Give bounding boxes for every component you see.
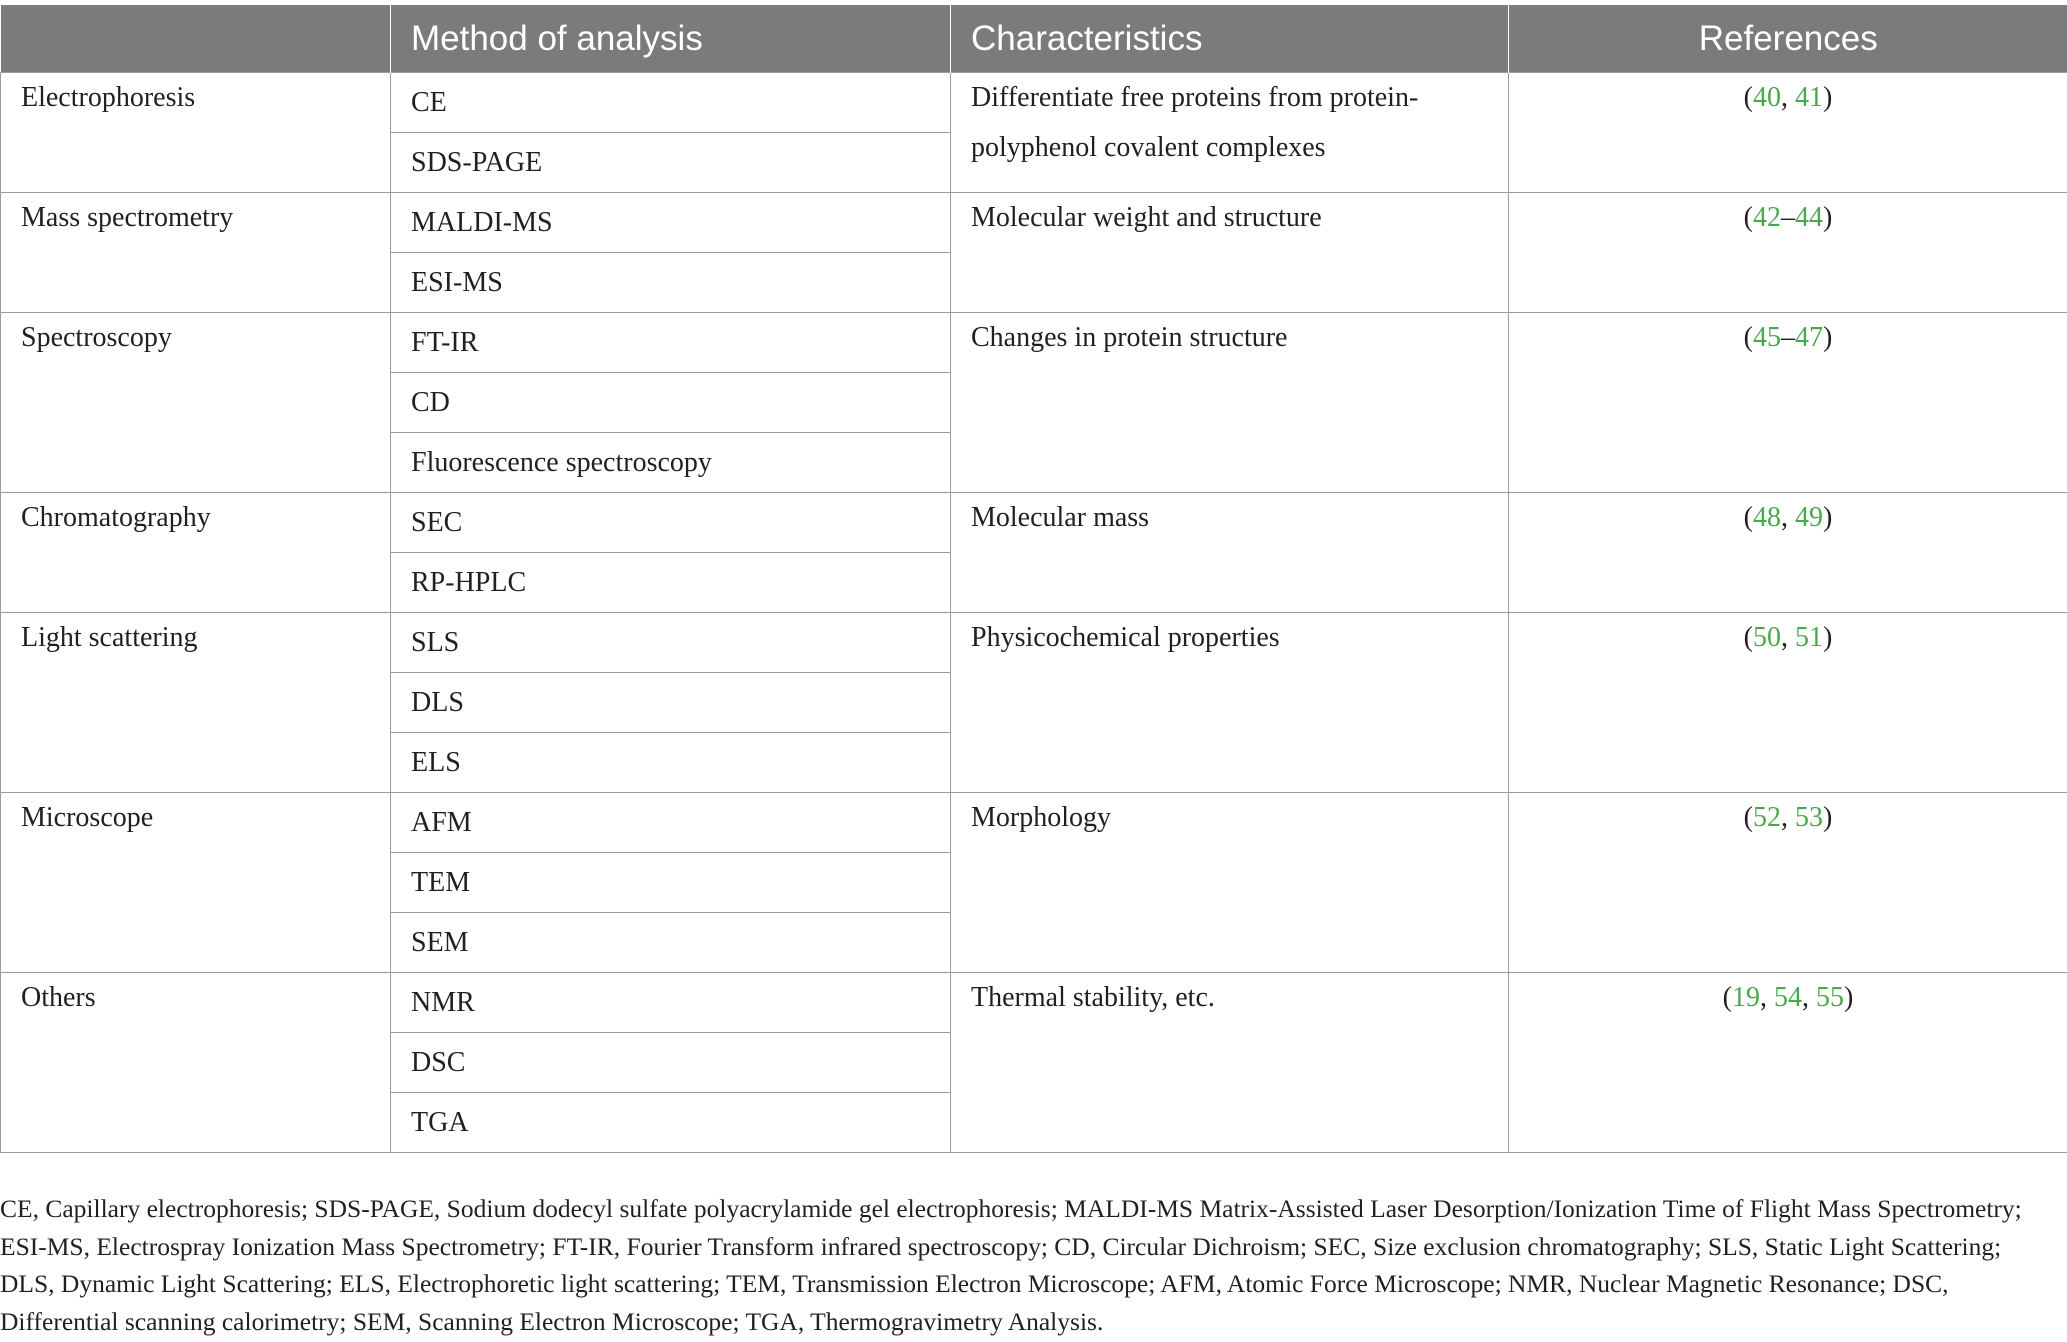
references-cell — [1509, 193, 2067, 313]
method-cell: AFM — [391, 793, 951, 853]
reference-link[interactable]: 49 — [1795, 502, 1823, 533]
reference-link[interactable]: 55 — [1816, 982, 1844, 1013]
table-row — [1, 973, 2067, 1033]
ref-paren-close: ) — [1823, 502, 1833, 533]
ref-paren-open: ( — [1722, 982, 1732, 1013]
reference-link[interactable]: 40 — [1753, 82, 1781, 113]
characteristics-cell: Morphology — [951, 793, 1509, 973]
references-cell — [1509, 613, 2067, 793]
references-cell — [1509, 973, 2067, 1153]
method-cell: MALDI-MS — [391, 193, 951, 253]
ref-separator: , — [1781, 802, 1795, 833]
category-cell: Spectroscopy — [1, 313, 391, 493]
ref-paren-close: ) — [1823, 322, 1833, 353]
table-header — [1, 5, 2067, 73]
method-cell: SLS — [391, 613, 951, 673]
header-row — [1, 5, 2067, 73]
reference-link[interactable]: 54 — [1774, 982, 1802, 1013]
ref-paren-close: ) — [1844, 982, 1854, 1013]
references-cell — [1509, 313, 2067, 493]
category-cell: Light scattering — [1, 613, 391, 793]
reference-link[interactable]: 19 — [1732, 982, 1760, 1013]
reference-link[interactable]: 50 — [1753, 622, 1781, 653]
table-row — [1, 193, 2067, 253]
category-cell: Microscope — [1, 793, 391, 973]
ref-paren-open: ( — [1743, 802, 1753, 833]
references-cell — [1509, 73, 2067, 193]
category-cell: Others — [1, 973, 391, 1153]
table-footnote: CE, Capillary electrophoresis; SDS-PAGE, Sodium dodecyl sulfate polyacrylamide gel electrophoresis; MALDI-MS Matrix-Assisted Laser Desorption/Ionization Time of Flight Mass Spectrometry; ESI-MS, Electrospray Ionization Mass Spectrometry; FT-IR, Fourier Transform infrared spectroscopy; CD, Circular Dichroism; SEC, Size exclusion chromatography; SLS, Static Light Scattering; DLS, Dynamic Light Scattering; ELS, Electrophoretic light scattering; TEM, Transmission Electron Microscope; AFM, Atomic Force Microscope; NMR, Nuclear Magnetic Resonance; DSC, Differential scanning calorimetry; SEM, Scanning Electron Microscope; TGA, Thermogravimetry Analysis. — [0, 1194, 2022, 1336]
ref-paren-close: ) — [1823, 82, 1833, 113]
characteristics-cell: Physicochemical properties — [951, 613, 1509, 793]
table-row — [1, 313, 2067, 373]
characteristics-cell: Molecular weight and structure — [951, 193, 1509, 313]
method-cell: SEC — [391, 493, 951, 553]
ref-paren-open: ( — [1743, 202, 1753, 233]
method-cell: ELS — [391, 733, 951, 793]
header-category — [1, 5, 391, 73]
ref-separator: – — [1781, 322, 1795, 353]
references-cell — [1509, 793, 2067, 973]
reference-link[interactable]: 45 — [1753, 322, 1781, 353]
reference-link[interactable]: 51 — [1795, 622, 1823, 653]
ref-paren-open: ( — [1743, 502, 1753, 533]
method-cell: NMR — [391, 973, 951, 1033]
category-cell: Chromatography — [1, 493, 391, 613]
analysis-methods-table-container — [0, 5, 2067, 1153]
characteristics-cell: Changes in protein structure — [951, 313, 1509, 493]
characteristics-cell: Molecular mass — [951, 493, 1509, 613]
analysis-methods-table — [0, 5, 2067, 1153]
method-cell: ESI-MS — [391, 253, 951, 313]
ref-paren-open: ( — [1743, 322, 1753, 353]
ref-separator: , — [1781, 502, 1795, 533]
reference-link[interactable]: 52 — [1753, 802, 1781, 833]
table-row — [1, 613, 2067, 673]
ref-separator: – — [1781, 202, 1795, 233]
ref-separator: , — [1781, 82, 1795, 113]
ref-paren-open: ( — [1743, 622, 1753, 653]
reference-link[interactable]: 48 — [1753, 502, 1781, 533]
ref-paren-open: ( — [1743, 82, 1753, 113]
reference-link[interactable]: 47 — [1795, 322, 1823, 353]
header-references: References — [1509, 5, 2067, 73]
category-cell: Electrophoresis — [1, 73, 391, 193]
method-cell: CD — [391, 373, 951, 433]
ref-paren-close: ) — [1823, 622, 1833, 653]
method-cell: DLS — [391, 673, 951, 733]
reference-link[interactable]: 42 — [1753, 202, 1781, 233]
ref-paren-close: ) — [1823, 202, 1833, 233]
header-characteristics: Characteristics — [951, 5, 1509, 73]
characteristics-cell: Differentiate free proteins from protein-polyphenol covalent complexes — [951, 73, 1509, 193]
method-cell: SEM — [391, 913, 951, 973]
reference-link[interactable]: 44 — [1795, 202, 1823, 233]
ref-paren-close: ) — [1823, 802, 1833, 833]
references-cell — [1509, 493, 2067, 613]
method-cell: FT-IR — [391, 313, 951, 373]
ref-separator: , — [1781, 622, 1795, 653]
method-cell: TGA — [391, 1093, 951, 1153]
method-cell: Fluorescence spectroscopy — [391, 433, 951, 493]
characteristics-cell: Thermal stability, etc. — [951, 973, 1509, 1153]
method-cell: TEM — [391, 853, 951, 913]
ref-separator: , — [1802, 982, 1816, 1013]
ref-separator: , — [1760, 982, 1774, 1013]
reference-link[interactable]: 53 — [1795, 802, 1823, 833]
reference-link[interactable]: 41 — [1795, 82, 1823, 113]
table-row — [1, 73, 2067, 133]
table-body — [1, 73, 2067, 1153]
table-row — [1, 493, 2067, 553]
header-method: Method of analysis — [391, 5, 951, 73]
method-cell: SDS-PAGE — [391, 133, 951, 193]
method-cell: CE — [391, 73, 951, 133]
method-cell: RP-HPLC — [391, 553, 951, 613]
method-cell: DSC — [391, 1033, 951, 1093]
table-row — [1, 793, 2067, 853]
category-cell: Mass spectrometry — [1, 193, 391, 313]
